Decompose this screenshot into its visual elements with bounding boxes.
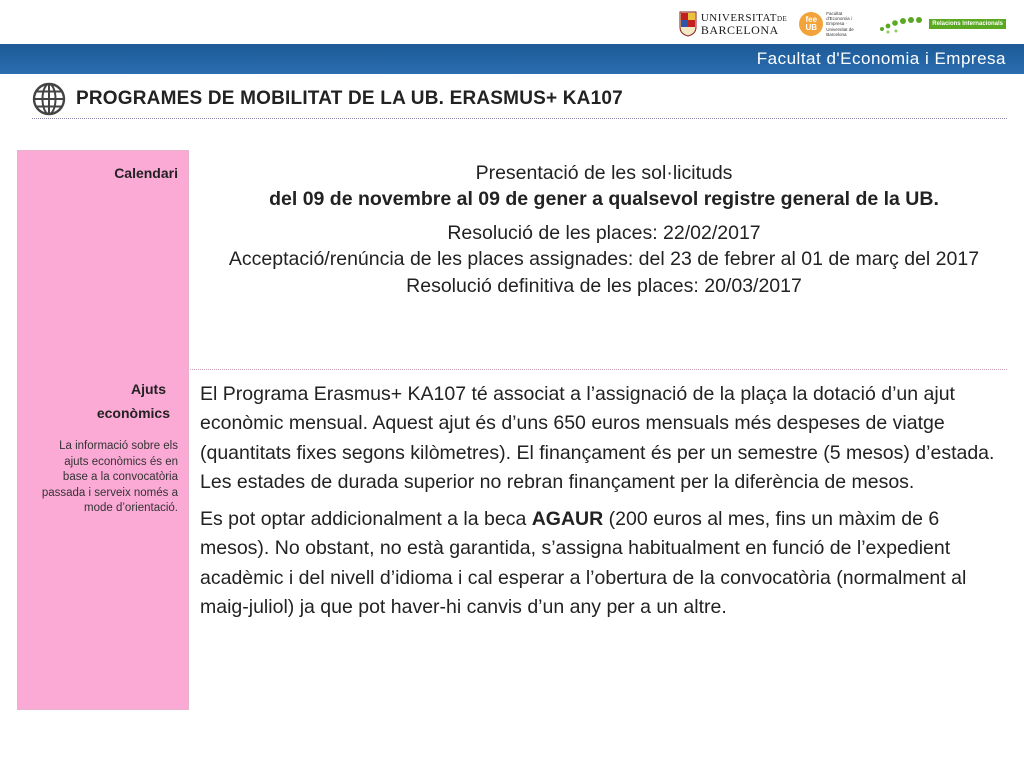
fee-logo[interactable] <box>799 11 866 38</box>
calendar-line2: del 09 de novembre al 09 de gener a qualsevol registre general de la UB. <box>269 188 939 211</box>
ajuts-paragraph-1: El Programa Erasmus+ KA107 té associat a l’assignació de la plaça la dotació d’un ajut econòmic mensual. Aquest ajut és d’uns 650 euros mensuals més despeses de viatge (quantitats fixes segons kilòmetres). El finançament és per un semestre (5 mesos) d’estada. Les estades de durada superior no rebran finançament per la diferència de mesos. <box>200 383 995 493</box>
calendar-line1: Presentació de les sol·licituds <box>475 162 733 184</box>
ajuts-label-line1: Ajuts <box>131 381 166 397</box>
calendar-section <box>200 160 1008 299</box>
ri-badge: Relacions Internacionals <box>929 19 1006 30</box>
globe-icon <box>32 82 66 116</box>
calendari-label: Calendari <box>114 165 178 181</box>
calendar-line4: Acceptació/renúncia de les places assignades: del 23 de febrer al 01 de març del 2017 <box>228 248 980 271</box>
page-title: PROGRAMES DE MOBILITAT DE LA UB. ERASMUS+ KA107 <box>76 88 623 109</box>
calendar-line3: Resolució de les places: 22/02/2017 <box>447 222 761 245</box>
ub-line1: UNIVERSITAT <box>700 11 777 24</box>
ajuts-p2-after: (200 euros al mes, fins un màxim de 6 mesos). No obstant, no està garantida, s’assigna habitualment en funció de l’expedient acadèmic i del nivell d’idioma i cal esperar a l’obertura de la convocatòria (normalment al maig-juliol) ja que pot haver-hi canvis d’un any per a un altre. <box>200 508 967 618</box>
ub-line1-small: DE <box>776 14 788 23</box>
section-divider <box>190 369 1007 370</box>
ajuts-label-line2: econòmics <box>96 405 170 421</box>
logo-strip <box>679 8 1006 40</box>
ub-line2: BARCELONA <box>700 22 779 37</box>
calendar-line5: Resolució definitiva de les places: 20/03/2017 <box>406 274 802 297</box>
ajuts-note: La informació sobre els ajuts econòmics és en base a la convocatòria passada i serveix només a mode d’orientació. <box>41 440 178 515</box>
ub-shield-icon <box>679 11 697 37</box>
ub-logo[interactable] <box>679 11 787 37</box>
fee-text: Facultat d'Economia i Empresa · Universitat de Barcelona <box>826 10 854 38</box>
header-bar <box>0 44 1024 74</box>
ub-wordmark <box>701 13 787 36</box>
faculty-name: Facultat d'Economia i Empresa <box>756 49 1006 68</box>
agaur-text: AGAUR <box>531 508 604 530</box>
fee-badge: fee UB <box>799 12 823 36</box>
relacions-internacionals-logo[interactable] <box>878 13 1006 35</box>
ajuts-paragraph-2 <box>200 505 1008 622</box>
dots-icon <box>878 13 926 35</box>
title-row <box>32 80 623 118</box>
title-divider <box>32 118 1007 119</box>
sidebar-panel <box>17 150 189 710</box>
ajuts-p2-before: Es pot optar addicionalment a la beca <box>200 508 532 530</box>
ajuts-section <box>200 380 1008 630</box>
